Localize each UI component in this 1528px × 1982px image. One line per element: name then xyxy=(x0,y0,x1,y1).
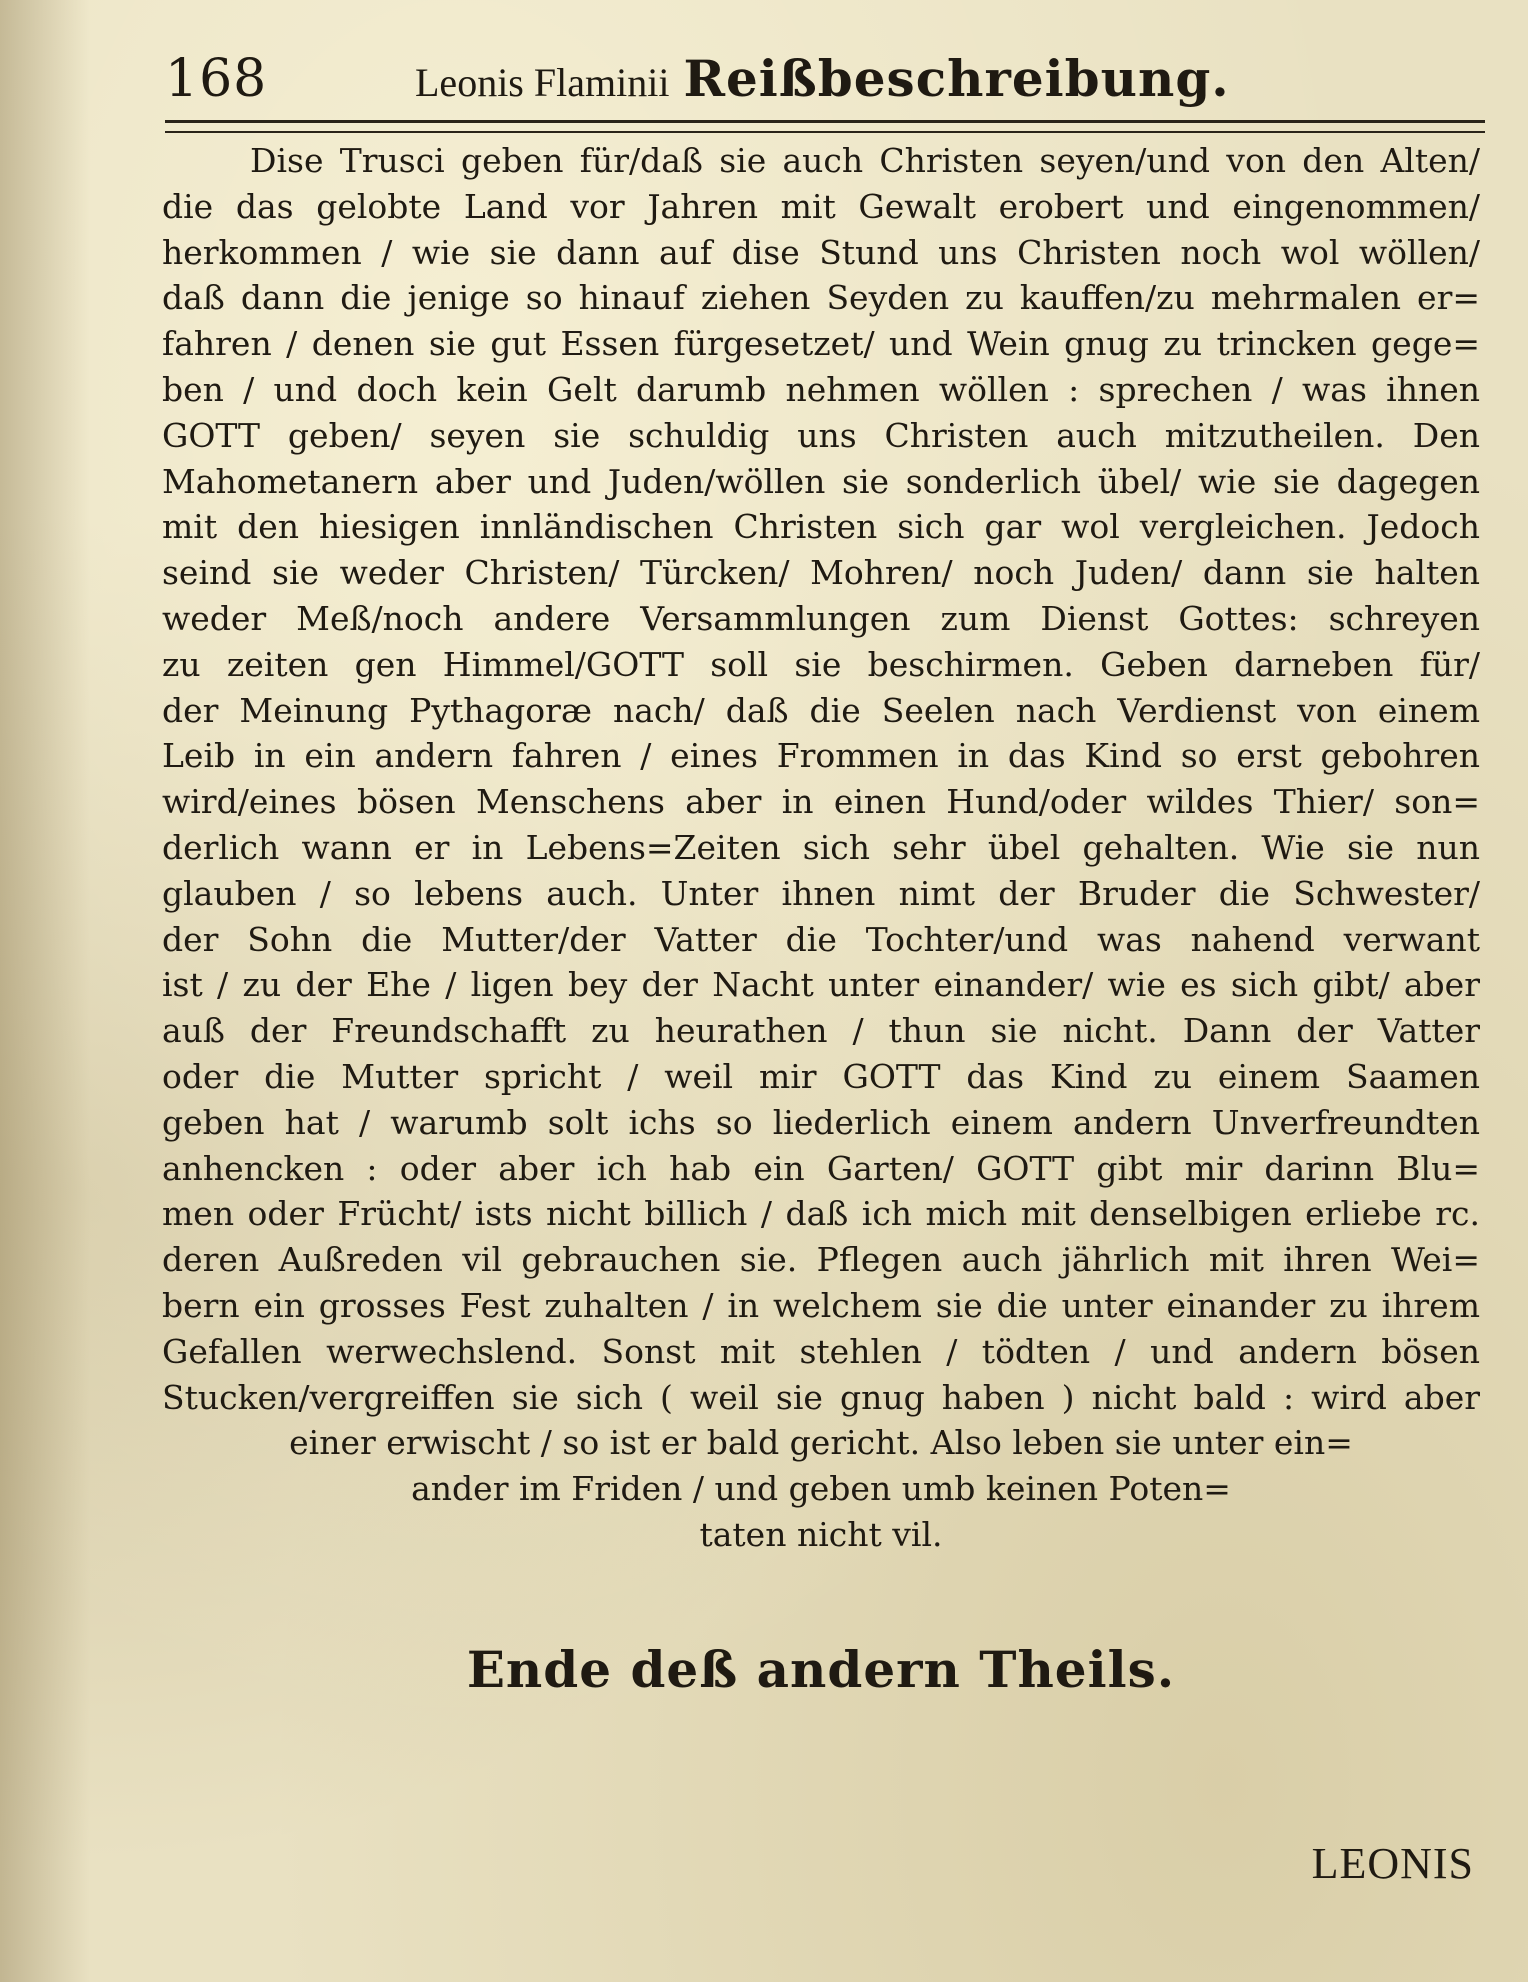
text-line: derlich wann er in Lebens=Zeiten sich sehr übel gehalten. Wie sie nun xyxy=(162,827,1480,867)
running-title xyxy=(415,44,1230,126)
text-line: daß dann die jenige so hinauf ziehen Seyden zu kauffen/zu mehrmalen er= xyxy=(162,278,1480,318)
text-line: oder die Mutter spricht / weil mir GOTT das Kind zu einem Saamen xyxy=(162,1056,1480,1096)
running-title-author: Leonis Flaminii xyxy=(415,60,670,105)
text-line: Gefallen werwechslend. Sonst mit stehlen / tödten / und andern bösen xyxy=(162,1331,1480,1371)
text-line: men oder Frücht/ ists nicht billich / daß ich mich mit denselbigen erliebe rc. xyxy=(162,1194,1480,1234)
header-rule xyxy=(165,120,1485,133)
text-line: weder Meß/noch andere Versammlungen zum Dienst Gottes: schreyen xyxy=(162,598,1480,638)
closing-lines xyxy=(162,1420,1480,1557)
text-line: Leib in ein andern fahren / eines Frommen in das Kind so erst gebohren xyxy=(162,736,1480,776)
text-line: herkommen / wie sie dann auf dise Stund uns Christen noch wol wöllen/ xyxy=(162,232,1480,272)
text-line: seind sie weder Christen/ Türcken/ Mohren/ noch Juden/ dann sie halten xyxy=(162,553,1480,593)
main-text xyxy=(162,138,1480,1420)
text-line: der Sohn die Mutter/der Vatter die Tochter/und was nahend verwant xyxy=(162,919,1480,959)
text-line: auß der Freundschafft zu heurathen / thun sie nicht. Dann der Vatter xyxy=(162,1011,1480,1051)
page-number: 168 xyxy=(165,49,268,109)
text-line: anhencken : oder aber ich hab ein Garten/ GOTT gibt mir darinn Blu= xyxy=(162,1148,1480,1188)
text-line: der Meinung Pythagoræ nach/ daß die Seelen nach Verdienst von einem xyxy=(162,690,1480,730)
text-line: GOTT geben/ seyen sie schuldig uns Christen auch mitzutheilen. Den xyxy=(162,415,1480,455)
running-title-work: Reißbeschreibung. xyxy=(683,49,1230,108)
text-line: taten nicht vil. xyxy=(699,1514,943,1554)
running-header xyxy=(165,44,1485,114)
text-line: einer erwischt / so ist er bald gericht. Also leben sie unter ein= xyxy=(289,1423,1353,1462)
text-line: fahren / denen sie gut Essen fürgesetzet/ und Wein gnug zu trincken gege= xyxy=(162,324,1480,364)
text-line: ben / und doch kein Gelt darumb nehmen wöllen : sprechen / was ihnen xyxy=(162,369,1480,409)
text-line: Dise Trusci geben für/daß sie auch Christen seyen/und von den Alten/ xyxy=(250,141,1480,180)
text-line: bern ein grosses Fest zuhalten / in welchem sie die unter einander zu ihrem xyxy=(162,1285,1480,1325)
text-line: wird/eines bösen Menschens aber in einen Hund/oder wildes Thier/ son= xyxy=(162,782,1480,822)
text-line: zu zeiten gen Himmel/GOTT soll sie beschirmen. Geben darneben für/ xyxy=(162,644,1480,684)
text-line: ist / zu der Ehe / ligen bey der Nacht unter einander/ wie es sich gibt/ aber xyxy=(162,965,1480,1005)
text-line: Stucken/vergreiffen sie sich ( weil sie gnug haben ) nicht bald : wird aber xyxy=(162,1377,1480,1417)
end-of-part-heading: Ende deß andern Theils. xyxy=(466,1640,1176,1699)
text-line: die das gelobte Land vor Jahren mit Gewalt erobert und eingenommen/ xyxy=(162,186,1480,226)
text-line: deren Außreden vil gebrauchen sie. Pflegen auch jährlich mit ihren Wei= xyxy=(162,1240,1480,1280)
text-line: geben hat / warumb solt ichs so liederlich einem andern Unverfreundten xyxy=(162,1102,1480,1142)
text-line: Mahometanern aber und Juden/wöllen sie sonderlich übel/ wie sie dagegen xyxy=(162,461,1480,501)
text-line: mit den hiesigen innländischen Christen sich gar wol vergleichen. Jedoch xyxy=(162,507,1480,547)
spine-shadow xyxy=(0,0,90,1982)
catchword: LEONIS xyxy=(1311,1839,1474,1888)
text-line: glauben / so lebens auch. Unter ihnen nimt der Bruder die Schwester/ xyxy=(162,873,1480,913)
text-line: ander im Friden / und geben umb keinen Poten= xyxy=(411,1468,1231,1508)
